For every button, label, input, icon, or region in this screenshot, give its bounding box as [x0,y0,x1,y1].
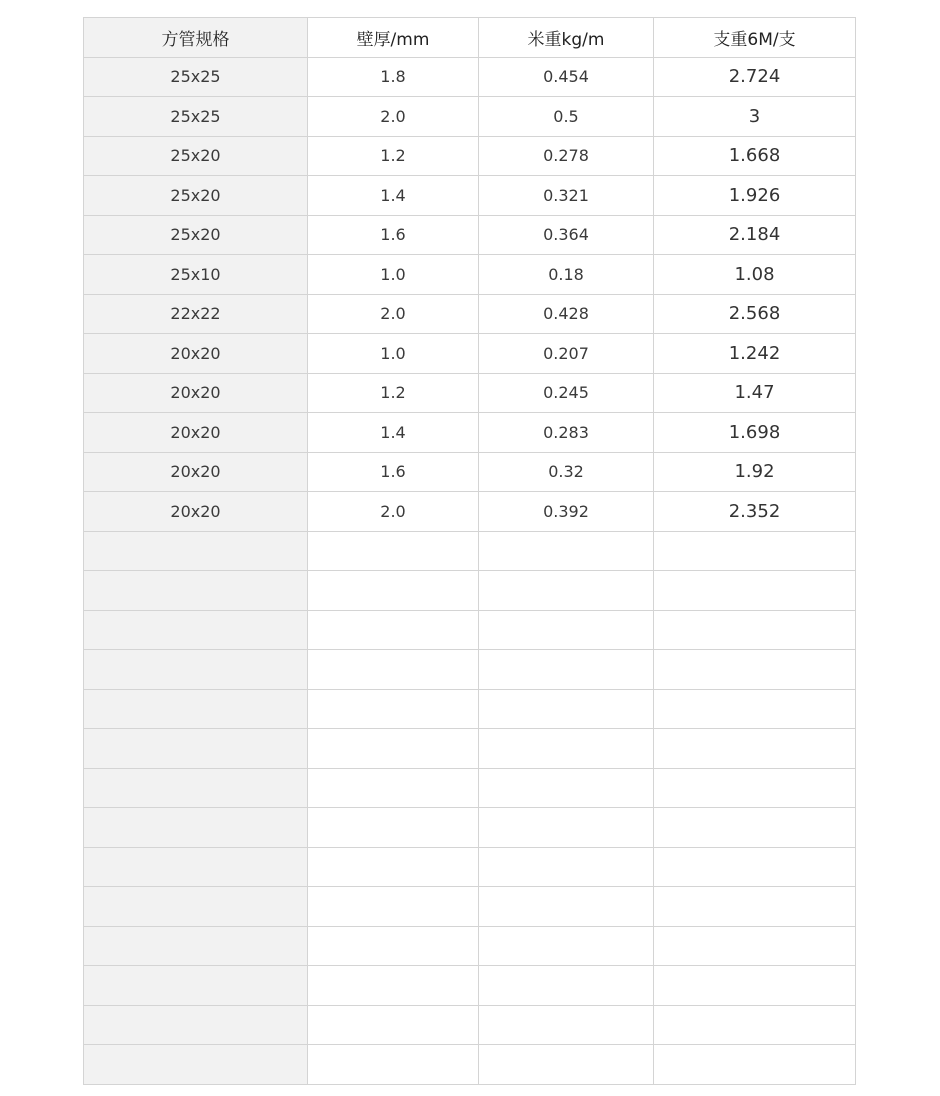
empty-table-row [84,926,856,966]
cell-spec: 20x20 [84,413,308,453]
empty-table-row [84,847,856,887]
empty-cell [84,689,308,729]
empty-cell [308,1005,479,1045]
header-weight-per-piece: 支重6M/支 [654,18,856,58]
cell-weight-per-piece: 2.724 [654,57,856,97]
cell-weight-per-meter: 0.321 [479,176,654,216]
cell-weight-per-meter: 0.392 [479,492,654,532]
empty-table-row [84,887,856,927]
empty-cell [479,531,654,571]
empty-cell [654,571,856,611]
empty-cell [84,1005,308,1045]
cell-weight-per-piece: 2.568 [654,294,856,334]
table-row [84,136,856,176]
header-spec: 方管规格 [84,18,308,58]
square-tube-spec-table [83,17,856,1085]
empty-cell [479,650,654,690]
cell-weight-per-piece: 1.668 [654,136,856,176]
table-header-row [84,18,856,58]
empty-cell [479,808,654,848]
empty-cell [479,729,654,769]
empty-cell [479,689,654,729]
table-row [84,492,856,532]
empty-table-row [84,729,856,769]
table-row [84,334,856,374]
cell-spec: 20x20 [84,334,308,374]
cell-wall-thickness: 1.6 [308,452,479,492]
empty-cell [654,689,856,729]
empty-cell [479,610,654,650]
cell-weight-per-meter: 0.207 [479,334,654,374]
cell-spec: 25x20 [84,136,308,176]
table-row [84,452,856,492]
empty-cell [479,571,654,611]
empty-cell [308,1045,479,1085]
cell-wall-thickness: 1.2 [308,373,479,413]
empty-cell [479,887,654,927]
empty-cell [654,926,856,966]
empty-cell [84,926,308,966]
empty-cell [479,1045,654,1085]
empty-cell [84,729,308,769]
cell-weight-per-piece: 1.242 [654,334,856,374]
cell-spec: 25x20 [84,215,308,255]
table-row [84,215,856,255]
empty-cell [84,887,308,927]
empty-cell [308,847,479,887]
cell-weight-per-meter: 0.5 [479,97,654,137]
empty-cell [308,571,479,611]
empty-cell [84,847,308,887]
empty-table-row [84,966,856,1006]
cell-weight-per-meter: 0.428 [479,294,654,334]
empty-cell [654,887,856,927]
cell-wall-thickness: 1.2 [308,136,479,176]
table-row [84,373,856,413]
cell-wall-thickness: 2.0 [308,97,479,137]
cell-spec: 20x20 [84,492,308,532]
empty-cell [654,531,856,571]
cell-spec: 20x20 [84,373,308,413]
cell-spec: 20x20 [84,452,308,492]
empty-cell [84,966,308,1006]
cell-wall-thickness: 1.0 [308,255,479,295]
cell-weight-per-piece: 1.926 [654,176,856,216]
cell-weight-per-meter: 0.18 [479,255,654,295]
cell-wall-thickness: 1.6 [308,215,479,255]
empty-cell [308,610,479,650]
cell-spec: 25x25 [84,57,308,97]
empty-cell [654,966,856,1006]
cell-weight-per-piece: 2.184 [654,215,856,255]
table-row [84,294,856,334]
header-weight-per-meter: 米重kg/m [479,18,654,58]
header-wall-thickness: 壁厚/mm [308,18,479,58]
empty-cell [308,689,479,729]
empty-cell [84,650,308,690]
cell-spec: 25x20 [84,176,308,216]
cell-weight-per-piece: 1.698 [654,413,856,453]
cell-weight-per-meter: 0.32 [479,452,654,492]
cell-weight-per-piece: 1.92 [654,452,856,492]
table-row [84,255,856,295]
empty-cell [84,768,308,808]
cell-weight-per-meter: 0.454 [479,57,654,97]
cell-weight-per-meter: 0.364 [479,215,654,255]
cell-wall-thickness: 2.0 [308,492,479,532]
empty-cell [308,729,479,769]
empty-cell [84,1045,308,1085]
empty-cell [308,966,479,1006]
empty-cell [654,1005,856,1045]
empty-cell [308,650,479,690]
table-row [84,176,856,216]
cell-wall-thickness: 1.4 [308,413,479,453]
cell-wall-thickness: 2.0 [308,294,479,334]
cell-weight-per-piece: 1.08 [654,255,856,295]
empty-cell [479,966,654,1006]
empty-cell [479,847,654,887]
empty-cell [654,808,856,848]
table-row [84,57,856,97]
cell-wall-thickness: 1.8 [308,57,479,97]
cell-weight-per-meter: 0.283 [479,413,654,453]
empty-cell [479,768,654,808]
cell-weight-per-meter: 0.278 [479,136,654,176]
empty-table-row [84,650,856,690]
empty-cell [308,531,479,571]
empty-table-row [84,1005,856,1045]
empty-cell [308,926,479,966]
table-row [84,413,856,453]
empty-table-row [84,689,856,729]
empty-table-row [84,531,856,571]
empty-table-row [84,1045,856,1085]
table-row [84,97,856,137]
empty-cell [654,768,856,808]
empty-table-row [84,610,856,650]
cell-spec: 25x25 [84,97,308,137]
cell-weight-per-piece: 2.352 [654,492,856,532]
cell-spec: 25x10 [84,255,308,295]
empty-cell [654,610,856,650]
cell-weight-per-meter: 0.245 [479,373,654,413]
cell-wall-thickness: 1.4 [308,176,479,216]
empty-cell [479,926,654,966]
empty-cell [308,768,479,808]
empty-cell [654,650,856,690]
empty-cell [308,887,479,927]
empty-table-row [84,808,856,848]
empty-cell [654,729,856,769]
table-body [84,57,856,1084]
cell-weight-per-piece: 3 [654,97,856,137]
empty-table-row [84,768,856,808]
empty-cell [654,1045,856,1085]
cell-weight-per-piece: 1.47 [654,373,856,413]
empty-cell [84,531,308,571]
cell-spec: 22x22 [84,294,308,334]
empty-cell [479,1005,654,1045]
empty-cell [84,808,308,848]
empty-cell [654,847,856,887]
empty-cell [308,808,479,848]
empty-cell [84,571,308,611]
empty-cell [84,610,308,650]
empty-table-row [84,571,856,611]
cell-wall-thickness: 1.0 [308,334,479,374]
